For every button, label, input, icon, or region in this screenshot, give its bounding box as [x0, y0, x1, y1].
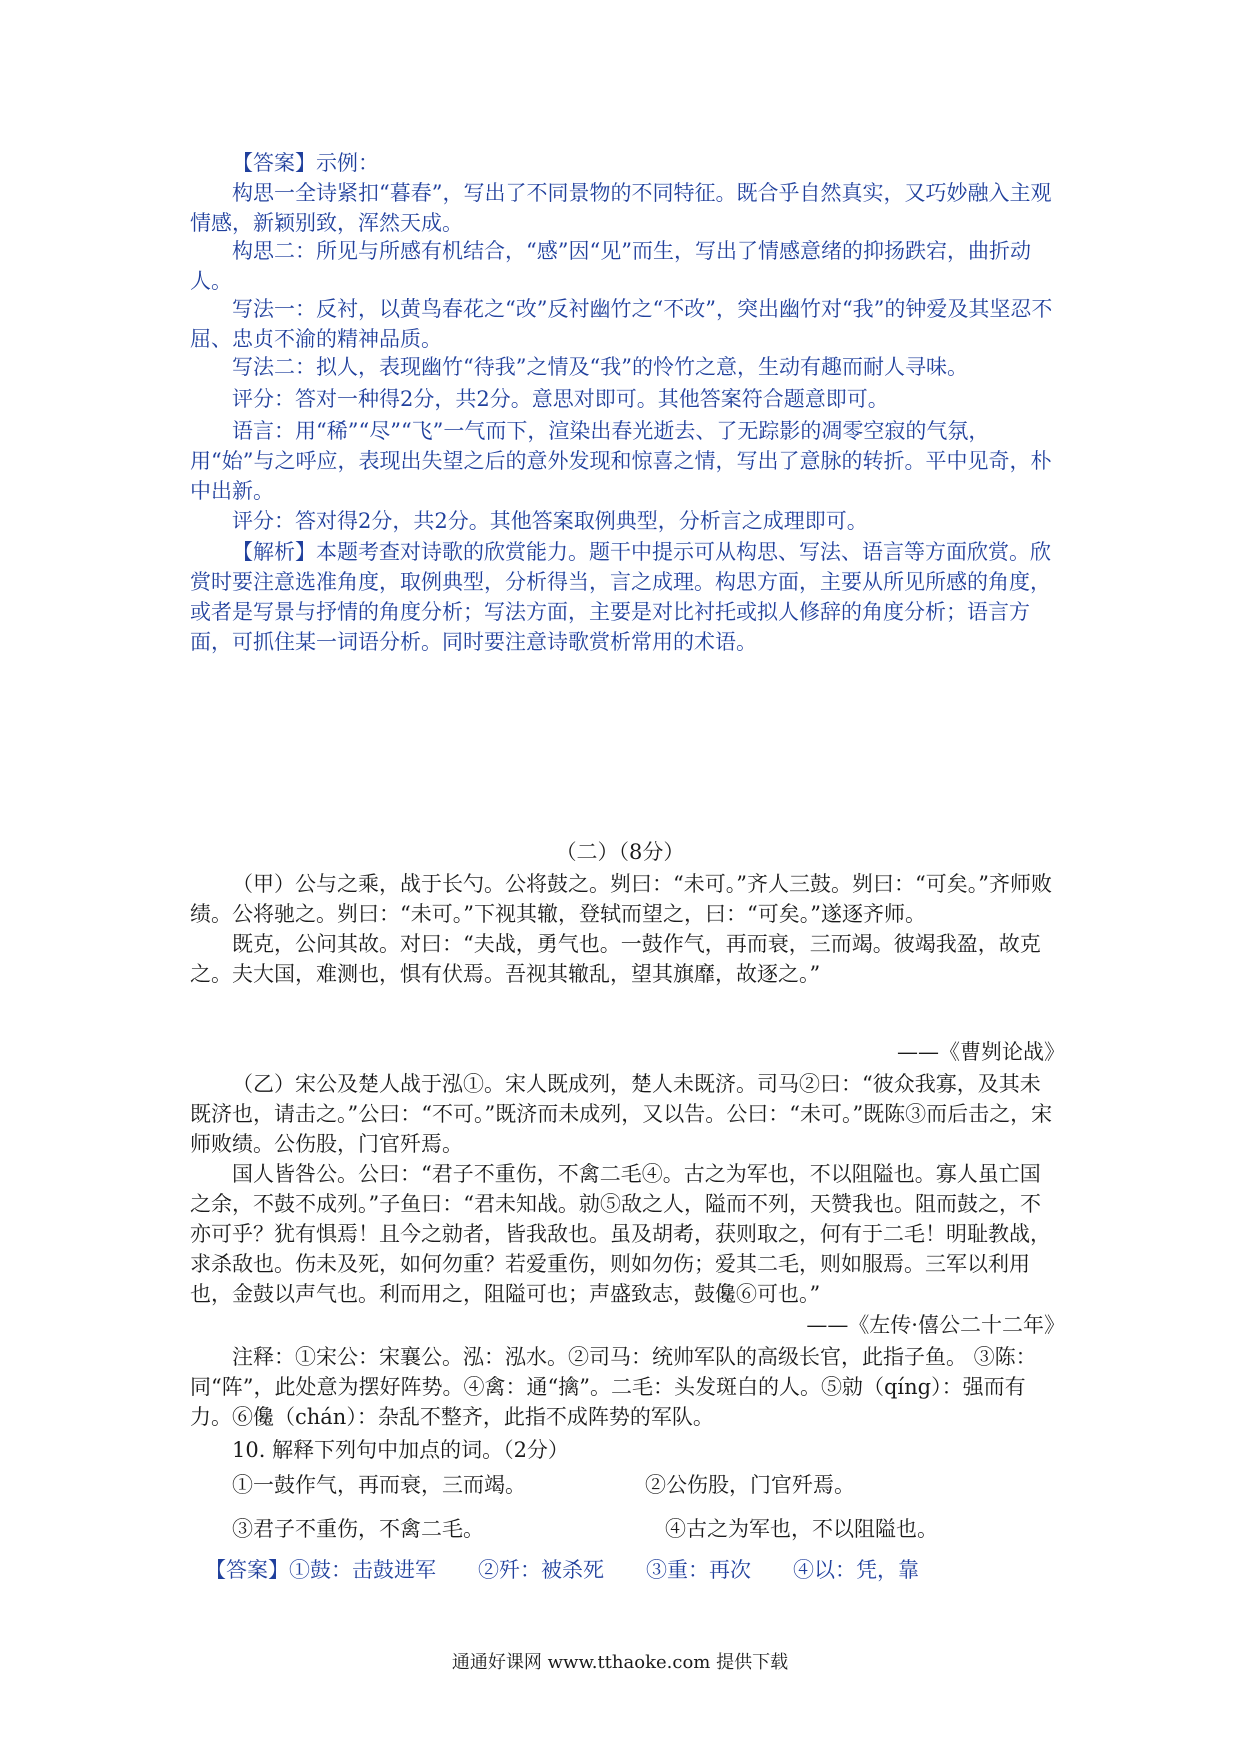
answer-item: 构思二：所见与所感有机结合，“感”因“见”而生，写出了情感意绪的抑扬跌宕，曲折动人。: [190, 239, 1031, 293]
passage-jia-paragraph: （甲）公与之乘，战于长勺。公将鼓之。刿曰：“未可。”齐人三鼓。刿曰：“可矣。”齐师败绩。公将驰之。刿曰：“未可。”下视其辙，登轼而望之，曰：“可矣。”遂逐齐师。: [190, 872, 1052, 926]
answer-item: 写法二：拟人，表现幽竹“待我”之情及“我”的怜竹之意，生动有趣而耐人寻味。: [232, 355, 968, 379]
passage-yi-source: ——《左传·僖公二十二年》: [806, 1313, 1065, 1337]
passage-jia-source: ——《曹刿论战》: [897, 1040, 1065, 1064]
analysis-paragraph: 【解析】本题考查对诗歌的欣赏能力。题干中提示可从构思、写法、语言等方面欣赏。欣赏时要注意选准角度，取例典型，分析得当，言之成理。构思方面，主要从所见所感的角度，或者是写景与抒情的角度分析；写法方面，主要是对比衬托或拟人修辞的角度分析；语言方面，可抓住某一词语分析。同时要注意诗歌赏析常用的术语。: [190, 540, 1051, 654]
answer-item: 评分：答对得2分，共2分。其他答案取例典型，分析言之成理即可。: [232, 509, 868, 533]
answer-item: 写法一：反衬，以黄鸟春花之“改”反衬幽竹之“不改”，突出幽竹对“我”的钟爱及其坚忍不屈、忠贞不渝的精神品质。: [190, 297, 1053, 351]
question-item: ③君子不重伤，不禽二毛。: [232, 1517, 484, 1541]
question-item: ④古之为军也，不以阻隘也。: [665, 1517, 938, 1541]
passage-yi-paragraph: 国人皆咎公。公曰：“君子不重伤，不禽二毛④。古之为军也，不以阻隘也。寡人虽亡国之余，不鼓不成列。”子鱼曰：“君未知战。勍⑤敌之人，隘而不列，天赞我也。阻而鼓之，不亦可乎？犹有惧焉！且今之勍者，皆我敌也。虽及胡耇，获则取之，何有于二毛！明耻教战，求杀敌也。伤未及死，如何勿重？若爱重伤，则如勿伤；爱其二毛，则如服焉。三军以利用也，金鼓以声气也。利而用之，阻隘可也；声盛致志，鼓儳⑥可也。”: [190, 1162, 1051, 1306]
question-10: 10. 解释下列句中加点的词。（2分）: [232, 1438, 569, 1462]
answer-tag: 【答案】示例：: [232, 151, 379, 175]
question-10-answer: 【答案】①鼓：击鼓进军 ②歼：被杀死 ③重：再次 ④以：凭，靠: [205, 1558, 919, 1582]
answer-item: 评分：答对一种得2分，共2分。意思对即可。其他答案符合题意即可。: [232, 387, 889, 411]
answer-item: 构思一全诗紧扣“暮春”，写出了不同景物的不同特征。既合乎自然真实，又巧妙融入主观情感，新颖别致，浑然天成。: [190, 181, 1052, 235]
passage-jia-paragraph: 既克，公问其故。对曰：“夫战，勇气也。一鼓作气，再而衰，三而竭。彼竭我盈，故克之。夫大国，难测也，惧有伏焉。吾视其辙乱，望其旗靡，故逐之。”: [190, 932, 1041, 986]
passage-yi-paragraph: （乙）宋公及楚人战于泓①。宋人既成列，楚人未既济。司马②曰：“彼众我寡，及其未既济也，请击之。”公曰：“不可。”既济而未成列，又以告。公曰：“未可。”既陈③而后击之，宋师败绩。公伤股，门官歼焉。: [190, 1072, 1053, 1156]
question-item: ①一鼓作气，再而衰，三而竭。: [232, 1473, 526, 1497]
section-heading: （二）（8分）: [555, 840, 685, 864]
page-footer: 通通好课网 www.tthaoke.com 提供下载: [451, 1652, 789, 1673]
annotations: 注释：①宋公：宋襄公。泓：泓水。②司马：统帅军队的高级长官，此指子鱼。 ③陈：同“阵”，此处意为摆好阵势。④禽：通“擒”。二毛：头发斑白的人。⑤勍（qíng）：强而有力。⑥儳（chán）：杂乱不整齐，此指不成阵势的军队。: [190, 1345, 1037, 1429]
answer-item: 语言：用“稀”“尽”“飞”一气而下，渲染出春光逝去、了无踪影的凋零空寂的气氛，用“始”与之呼应，表现出失望之后的意外发现和惊喜之情，写出了意脉的转折。平中见奇，朴中出新。: [190, 419, 1052, 503]
question-item: ②公伤股，门官歼焉。: [645, 1473, 855, 1497]
